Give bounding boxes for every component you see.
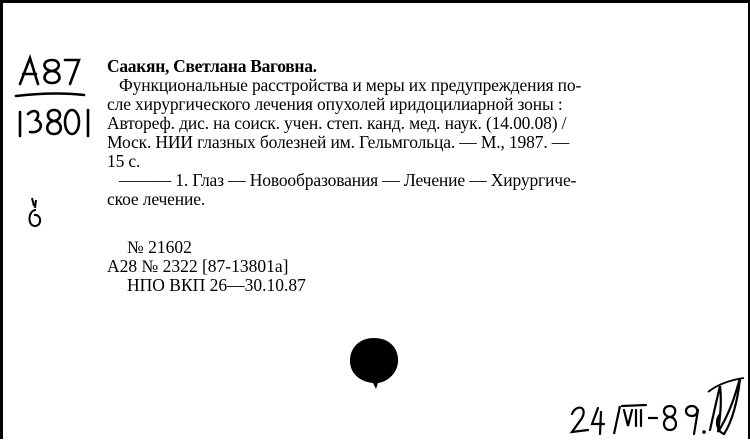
handwritten-mark [24,194,46,232]
shelfmark-drawing [12,52,96,148]
author-heading: Саакян, Светлана Ваговна. [107,56,317,76]
description-line: Функциональные расстройства и меры их предупреждения по- [119,75,582,95]
subject-line: ское лечение. [107,189,206,209]
subject-line: ——— 1. Глаз — Новообразования — Лечение — Хирургиче- [119,170,577,190]
ink-blot [347,336,401,390]
bibliographic-description [107,76,707,171]
registration-numbers [107,238,306,295]
description-line: Автореф. дис. на соиск. учен. степ. канд. мед. наук. (14.00.08) / [107,113,567,133]
registration-line: А28 № 2322 [87-13801а] [107,256,289,276]
handwritten-date [568,372,746,438]
card-left-edge [0,0,3,439]
registration-line: НПО ВКП 26—30.10.87 [127,275,306,295]
subject-headings [107,171,707,209]
description-line: сле хирургического лечения опухолей иридоцилиарной зоны : [107,94,563,114]
description-line: 15 с. [107,151,141,171]
handwritten-shelfmark [12,52,96,148]
card-body [107,57,707,209]
registration-line: № 21602 [127,237,192,257]
description-line: Моск. НИИ глазных болезней им. Гельмгольца. — М., 1987. — [107,132,570,152]
card-top-edge [0,0,750,3]
